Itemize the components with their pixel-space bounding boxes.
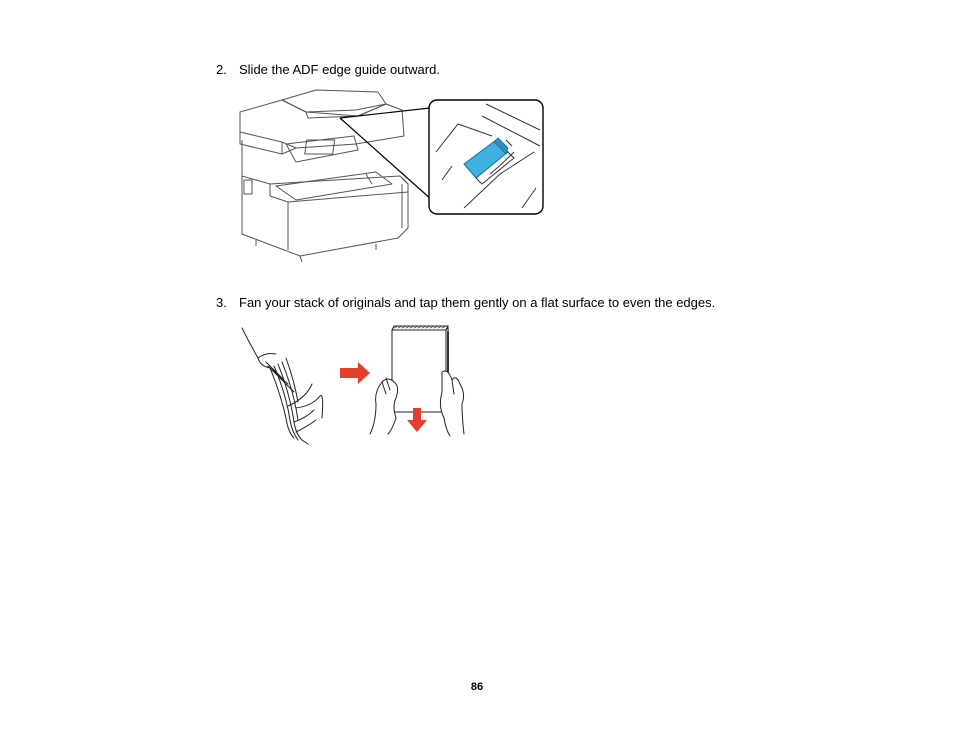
adf-edge-guide-callout (429, 100, 543, 214)
right-arrow-icon (340, 362, 370, 384)
step-3 (216, 295, 715, 311)
fanned-paper-stack (242, 328, 323, 444)
step-3-text: Fan your stack of originals and tap them gently on a flat surface to even the edges. (239, 295, 716, 310)
step-3-number: 3. (216, 295, 227, 310)
paper-fanning-illustration (236, 322, 468, 444)
step-2 (216, 62, 440, 78)
step-2-text: Slide the ADF edge guide outward. (239, 62, 440, 77)
step-2-number: 2. (216, 62, 227, 77)
page-number: 86 (470, 681, 484, 693)
printer-illustration (236, 88, 548, 264)
